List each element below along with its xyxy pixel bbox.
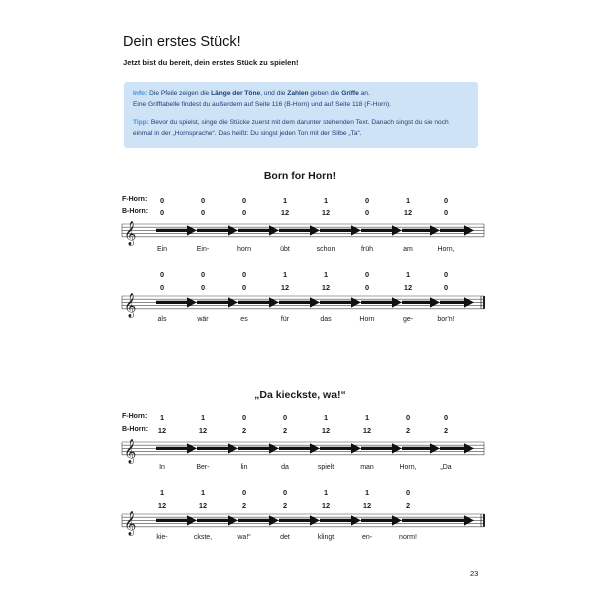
f-horn-fingering: 1 [159,488,165,497]
b-horn-fingering: 0 [200,283,206,292]
b-horn-fingering: 0 [241,208,247,217]
f-horn-fingering: 1 [282,196,288,205]
f-horn-fingering: 0 [241,270,247,279]
b-horn-fingering: 0 [443,283,449,292]
b-horn-fingering: 12 [280,208,290,217]
f-horn-fingering: 1 [405,196,411,205]
lyric-syllable: Ein- [196,246,210,253]
lyric-syllable: Horn, [399,464,417,471]
b-horn-fingering: 0 [364,283,370,292]
b-horn-fingering: 2 [241,426,247,435]
lyric-syllable: det [280,534,290,541]
note-arrow-head [269,515,279,525]
f-horn-fingering: 0 [282,413,288,422]
f-horn-fingering: 0 [282,488,288,497]
b-horn-fingering: 12 [403,208,413,217]
f-horn-fingering: 0 [159,196,165,205]
b-horn-fingering: 0 [364,208,370,217]
f-horn-fingering: 1 [200,413,206,422]
lyric-syllable: für [280,316,290,323]
b-horn-fingering: 0 [443,208,449,217]
b-horn-fingering: 12 [280,283,290,292]
lyric-syllable: lin [240,464,248,471]
lyric-syllable: am [403,246,413,253]
tip-label: Tipp: [133,119,149,126]
tip-line-2: einmal in der „Hornsprache“. Das heißt: Du singst jeden Ton mit der Silbe „Ta“. [133,130,362,137]
lyric-syllable: früh [360,246,374,253]
lyric-syllable: bor'n! [437,316,455,323]
f-horn-fingering: 0 [241,488,247,497]
lyric-syllable: ge- [402,316,414,323]
b-horn-fingering: 12 [362,426,372,435]
lyric-syllable: ckste, [193,534,213,541]
f-horn-fingering: 0 [443,196,449,205]
b-horn-fingering: 12 [321,426,331,435]
b-horn-fingering: 2 [282,501,288,510]
lyric-syllable: das [320,316,332,323]
lyric-syllable: kie- [156,534,168,541]
note-arrow-head [351,515,361,525]
lyric-syllable: wär [197,316,209,323]
f-horn-fingering: 1 [405,270,411,279]
info-text: , und die [260,90,288,97]
info-keyword: Griffe [341,90,359,97]
f-horn-fingering: 0 [364,270,370,279]
lyric-syllable: Horn [359,316,375,323]
f-horn-fingering: 1 [364,413,370,422]
f-horn-fingering: 0 [405,488,411,497]
lyric-syllable: In [159,464,165,471]
song-title: Born for Horn! [263,170,337,182]
b-horn-fingering: 12 [321,208,331,217]
b-horn-fingering: 12 [362,501,372,510]
lyric-syllable: man [360,464,374,471]
b-horn-fingering: 12 [321,501,331,510]
treble-clef-icon: 𝄞 [124,292,137,317]
lyric-syllable: Ein [156,246,168,253]
f-horn-fingering: 0 [364,196,370,205]
lyric-syllable: da [281,464,289,471]
page-title: Dein erstes Stück! [123,34,241,50]
info-text: geben die [308,90,342,97]
b-horn-fingering: 0 [200,208,206,217]
b-horn-fingering: 2 [282,426,288,435]
f-horn-fingering: 1 [282,270,288,279]
lyric-syllable: „Da [440,464,452,471]
b-horn-fingering: 0 [241,283,247,292]
b-horn-fingering: 12 [321,283,331,292]
info-keyword: Länge der Töne [211,90,261,97]
f-horn-label: F-Horn: [122,413,148,420]
f-horn-fingering: 0 [241,413,247,422]
b-horn-fingering: 2 [405,501,411,510]
b-horn-fingering: 12 [403,283,413,292]
lyric-syllable: spielt [317,464,335,471]
info-label: Info: [133,90,148,97]
info-text: an. [358,90,370,97]
b-horn-fingering: 12 [198,426,208,435]
f-horn-fingering: 1 [323,413,329,422]
lyric-syllable: Horn, [437,246,455,253]
lyric-syllable: klingt [317,534,335,541]
f-horn-fingering: 0 [159,270,165,279]
treble-clef-icon: 𝄞 [124,220,137,245]
page-subtitle: Jetzt bist du bereit, dein erstes Stück zu spielen! [123,58,299,67]
f-horn-fingering: 1 [323,488,329,497]
f-horn-fingering: 0 [443,270,449,279]
lyric-syllable: übt [280,246,290,253]
lyric-syllable: wa!“ [237,534,251,541]
f-horn-label: F-Horn: [122,196,148,203]
b-horn-fingering: 0 [159,283,165,292]
info-keyword: Zahlen [287,90,309,97]
b-horn-label: B-Horn: [122,426,149,433]
f-horn-fingering: 0 [443,413,449,422]
b-horn-fingering: 12 [198,501,208,510]
note-arrow-head [228,515,238,525]
f-horn-fingering: 1 [200,488,206,497]
b-horn-fingering: 2 [241,501,247,510]
note-arrow-head [392,515,402,525]
info-text: Die Pfeile zeigen die [147,90,212,97]
f-horn-fingering: 0 [241,196,247,205]
treble-clef-icon: 𝄞 [124,510,137,535]
f-horn-fingering: 1 [323,270,329,279]
b-horn-fingering: 12 [157,426,167,435]
lyric-syllable: norm! [399,534,417,541]
treble-clef-icon: 𝄞 [124,438,137,463]
note-arrow-head [464,515,474,525]
lyric-syllable: schon [316,246,336,253]
lyric-syllable: en- [361,534,373,541]
song-title: „Da kieckste, wa!“ [254,389,346,401]
f-horn-fingering: 1 [323,196,329,205]
b-horn-fingering: 0 [159,208,165,217]
b-horn-fingering: 2 [443,426,449,435]
page-number: 23 [470,569,479,578]
lyric-syllable: horn [236,246,251,253]
f-horn-fingering: 1 [364,488,370,497]
f-horn-fingering: 0 [200,196,206,205]
b-horn-label: B-Horn: [122,208,149,215]
lyric-syllable: es [240,316,248,323]
note-arrow-head [310,515,320,525]
tip-text: Bevor du spielst, singe die Stücke zuerst mit dem darunter stehenden Text. Danach singst du sie noch [149,119,449,126]
lyric-syllable: Ber- [196,464,210,471]
b-horn-fingering: 2 [405,426,411,435]
lyric-syllable: als [157,316,167,323]
f-horn-fingering: 0 [200,270,206,279]
info-line-grifftabelle: Eine Grifftabelle findest du außerdem auf Seite 116 (B-Horn) und auf Seite 118 (F-Horn). [133,101,392,108]
b-horn-fingering: 12 [157,501,167,510]
f-horn-fingering: 1 [159,413,165,422]
f-horn-fingering: 0 [405,413,411,422]
note-arrow-head [187,515,197,525]
